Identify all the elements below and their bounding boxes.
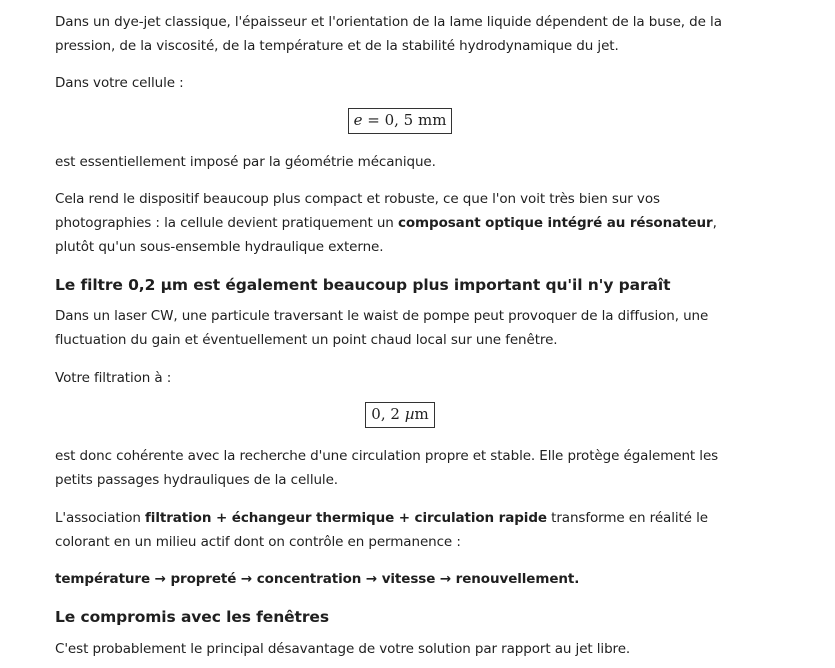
paragraph-dye-jet: Dans un dye-jet classique, l'épaisseur et l'orientation de la lame liquide dépendent de la buse, de la pression, de la viscosité, de la température et de la stabilité hydrodynamique du jet. <box>55 14 722 54</box>
heading-windows: Le compromis avec les fenêtres <box>55 608 329 626</box>
heading-filter: Le filtre 0,2 µm est également beaucoup plus important qu'il n'y paraît <box>55 276 671 294</box>
paragraph-coherent: est donc cohérente avec la recherche d'une circulation propre et stable. Elle protège également les petits passages hydrauliques de la cellule. <box>55 448 719 488</box>
formula-filter-mu: µ <box>404 405 415 423</box>
formula-thickness <box>348 108 453 134</box>
formula-row-filter <box>55 402 745 428</box>
paragraph-disadvantage: C'est probablement le principal désavantage de votre solution par rapport au jet libre. <box>55 641 631 657</box>
formula-row-thickness <box>55 108 745 134</box>
paragraph-association-part1: L'association <box>55 510 146 526</box>
paragraph-association-bold: filtration + échangeur thermique + circulation rapide <box>145 510 547 526</box>
formula-filter-number: 0, 2 <box>371 405 405 423</box>
paragraph-compact-part2: , plutôt qu'un sous-ensemble hydraulique externe. <box>55 215 717 255</box>
formula-thickness-value: = 0, 5 mm <box>362 111 447 129</box>
paragraph-compact-part1: Cela rend le dispositif beaucoup plus compact et robuste, ce que l'on voit très bien sur vos photographies : la cellule devient pratiquement un <box>55 191 660 231</box>
paragraph-parameter-chain <box>55 567 755 591</box>
formula-thickness-var: e <box>353 111 363 129</box>
paragraph-association <box>55 506 755 554</box>
formula-filter-unit: m <box>414 405 429 423</box>
formula-filter <box>365 402 434 428</box>
paragraph-compact <box>55 187 755 259</box>
parameter-chain-bold: température → propreté → concentration → vitesse → renouvellement. <box>55 571 580 587</box>
paragraph-association-part2: transforme en réalité le colorant en un milieu actif dont on contrôle en permanence : <box>55 510 708 550</box>
paragraph-geometry: est essentiellement imposé par la géométrie mécanique. <box>55 154 436 170</box>
paragraph-filtration-intro: Votre filtration à : <box>55 370 172 386</box>
paragraph-compact-bold: composant optique intégré au résonateur <box>397 215 713 231</box>
paragraph-cw-laser: Dans un laser CW, une particule traversant le waist de pompe peut provoquer de la diffusion, une fluctuation du gain et éventuellement un point chaud local sur une fenêtre. <box>55 308 709 348</box>
paragraph-cellule-intro: Dans votre cellule : <box>55 75 184 91</box>
